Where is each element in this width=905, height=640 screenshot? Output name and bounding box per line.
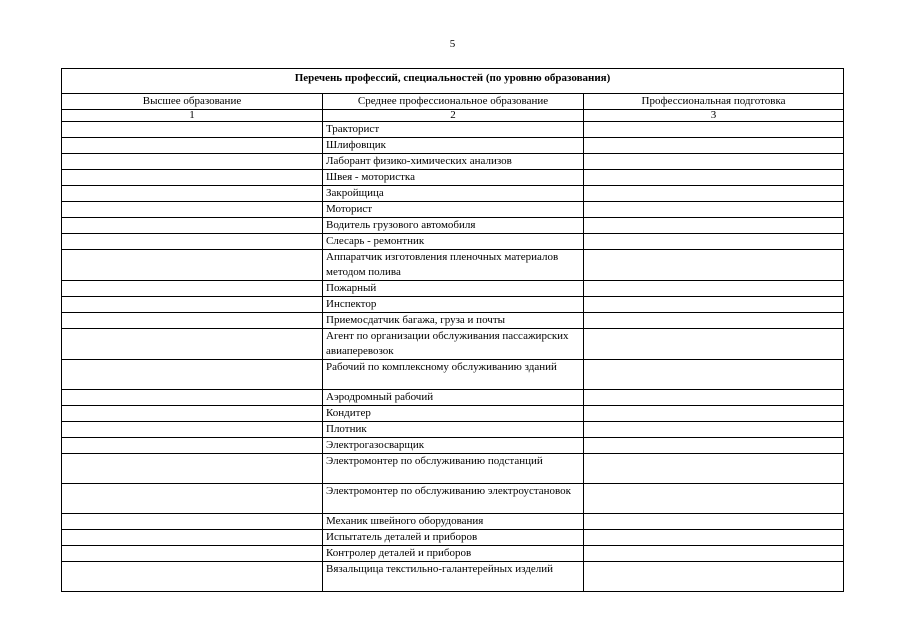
higher-education-cell <box>62 170 323 186</box>
table-row <box>62 138 844 154</box>
page-number: 5 <box>449 38 456 50</box>
higher-education-cell <box>62 281 323 297</box>
higher-education-cell <box>62 562 323 592</box>
table-row <box>62 313 844 329</box>
vocational-training-cell <box>584 138 844 154</box>
column-header-higher-education: Высшее образование <box>62 94 323 110</box>
vocational-training-cell <box>584 484 844 514</box>
vocational-training-cell <box>584 234 844 250</box>
profession-cell: Электрогазосварщик <box>323 438 584 454</box>
higher-education-cell <box>62 454 323 484</box>
profession-cell: Шлифовщик <box>323 138 584 154</box>
table-row <box>62 484 844 514</box>
vocational-training-cell <box>584 122 844 138</box>
profession-cell: Механик швейного оборудования <box>323 514 584 530</box>
higher-education-cell <box>62 546 323 562</box>
table-row <box>62 202 844 218</box>
table-row <box>62 546 844 562</box>
table-row <box>62 360 844 390</box>
vocational-training-cell <box>584 390 844 406</box>
higher-education-cell <box>62 438 323 454</box>
vocational-training-cell <box>584 313 844 329</box>
vocational-training-cell <box>584 154 844 170</box>
table-row <box>62 514 844 530</box>
table-title: Перечень профессий, специальностей (по уровню образования) <box>62 69 844 94</box>
higher-education-cell <box>62 329 323 360</box>
table-row <box>62 390 844 406</box>
profession-cell: Вязальщица текстильно-галантерейных изделий <box>323 562 584 592</box>
profession-cell: Водитель грузового автомобиля <box>323 218 584 234</box>
profession-cell: Электромонтер по обслуживанию подстанций <box>323 454 584 484</box>
table-row <box>62 122 844 138</box>
higher-education-cell <box>62 122 323 138</box>
higher-education-cell <box>62 202 323 218</box>
vocational-training-cell <box>584 514 844 530</box>
higher-education-cell <box>62 514 323 530</box>
column-number-row <box>62 110 844 122</box>
vocational-training-cell <box>584 438 844 454</box>
vocational-training-cell <box>584 454 844 484</box>
profession-cell: Аппаратчик изготовления пленочных материалов методом полива <box>323 250 584 281</box>
column-number-2: 2 <box>323 110 584 122</box>
higher-education-cell <box>62 360 323 390</box>
vocational-training-cell <box>584 186 844 202</box>
table-row <box>62 438 844 454</box>
vocational-training-cell <box>584 297 844 313</box>
vocational-training-cell <box>584 406 844 422</box>
vocational-training-cell <box>584 250 844 281</box>
table-row <box>62 422 844 438</box>
table-row <box>62 329 844 360</box>
profession-cell: Рабочий по комплексному обслуживанию зданий <box>323 360 584 390</box>
vocational-training-cell <box>584 202 844 218</box>
higher-education-cell <box>62 313 323 329</box>
table-body <box>62 122 844 592</box>
profession-cell: Швея - мотористка <box>323 170 584 186</box>
vocational-training-cell <box>584 530 844 546</box>
table-row <box>62 186 844 202</box>
table-row <box>62 454 844 484</box>
profession-cell: Электромонтер по обслуживанию электроустановок <box>323 484 584 514</box>
profession-cell: Контролер деталей и приборов <box>323 546 584 562</box>
table-row <box>62 562 844 592</box>
higher-education-cell <box>62 390 323 406</box>
column-header-row <box>62 94 844 110</box>
profession-cell: Агент по организации обслуживания пассажирских авиаперевозок <box>323 329 584 360</box>
vocational-training-cell <box>584 422 844 438</box>
profession-cell: Испытатель деталей и приборов <box>323 530 584 546</box>
vocational-training-cell <box>584 170 844 186</box>
profession-cell: Плотник <box>323 422 584 438</box>
vocational-training-cell <box>584 281 844 297</box>
higher-education-cell <box>62 297 323 313</box>
profession-cell: Инспектор <box>323 297 584 313</box>
table-title-row <box>62 69 844 94</box>
higher-education-cell <box>62 218 323 234</box>
higher-education-cell <box>62 234 323 250</box>
vocational-training-cell <box>584 562 844 592</box>
table-row <box>62 218 844 234</box>
profession-cell: Закройщица <box>323 186 584 202</box>
higher-education-cell <box>62 154 323 170</box>
column-header-vocational-training: Профессиональная подготовка <box>584 94 844 110</box>
vocational-training-cell <box>584 546 844 562</box>
table-row <box>62 297 844 313</box>
profession-cell: Приемосдатчик багажа, груза и почты <box>323 313 584 329</box>
vocational-training-cell <box>584 360 844 390</box>
profession-cell: Тракторист <box>323 122 584 138</box>
profession-cell: Пожарный <box>323 281 584 297</box>
table-row <box>62 530 844 546</box>
table-row <box>62 170 844 186</box>
column-number-3: 3 <box>584 110 844 122</box>
profession-cell: Лаборант физико-химических анализов <box>323 154 584 170</box>
higher-education-cell <box>62 484 323 514</box>
vocational-training-cell <box>584 329 844 360</box>
profession-cell: Слесарь - ремонтник <box>323 234 584 250</box>
higher-education-cell <box>62 250 323 281</box>
higher-education-cell <box>62 422 323 438</box>
professions-table <box>61 68 844 592</box>
table-row <box>62 234 844 250</box>
higher-education-cell <box>62 530 323 546</box>
vocational-training-cell <box>584 218 844 234</box>
column-header-secondary-vocational: Среднее профессиональное образование <box>323 94 584 110</box>
profession-cell: Моторист <box>323 202 584 218</box>
higher-education-cell <box>62 138 323 154</box>
table-row <box>62 281 844 297</box>
table-row <box>62 250 844 281</box>
profession-cell: Кондитер <box>323 406 584 422</box>
column-number-1: 1 <box>62 110 323 122</box>
higher-education-cell <box>62 406 323 422</box>
profession-cell: Аэродромный рабочий <box>323 390 584 406</box>
higher-education-cell <box>62 186 323 202</box>
table-row <box>62 406 844 422</box>
table-row <box>62 154 844 170</box>
